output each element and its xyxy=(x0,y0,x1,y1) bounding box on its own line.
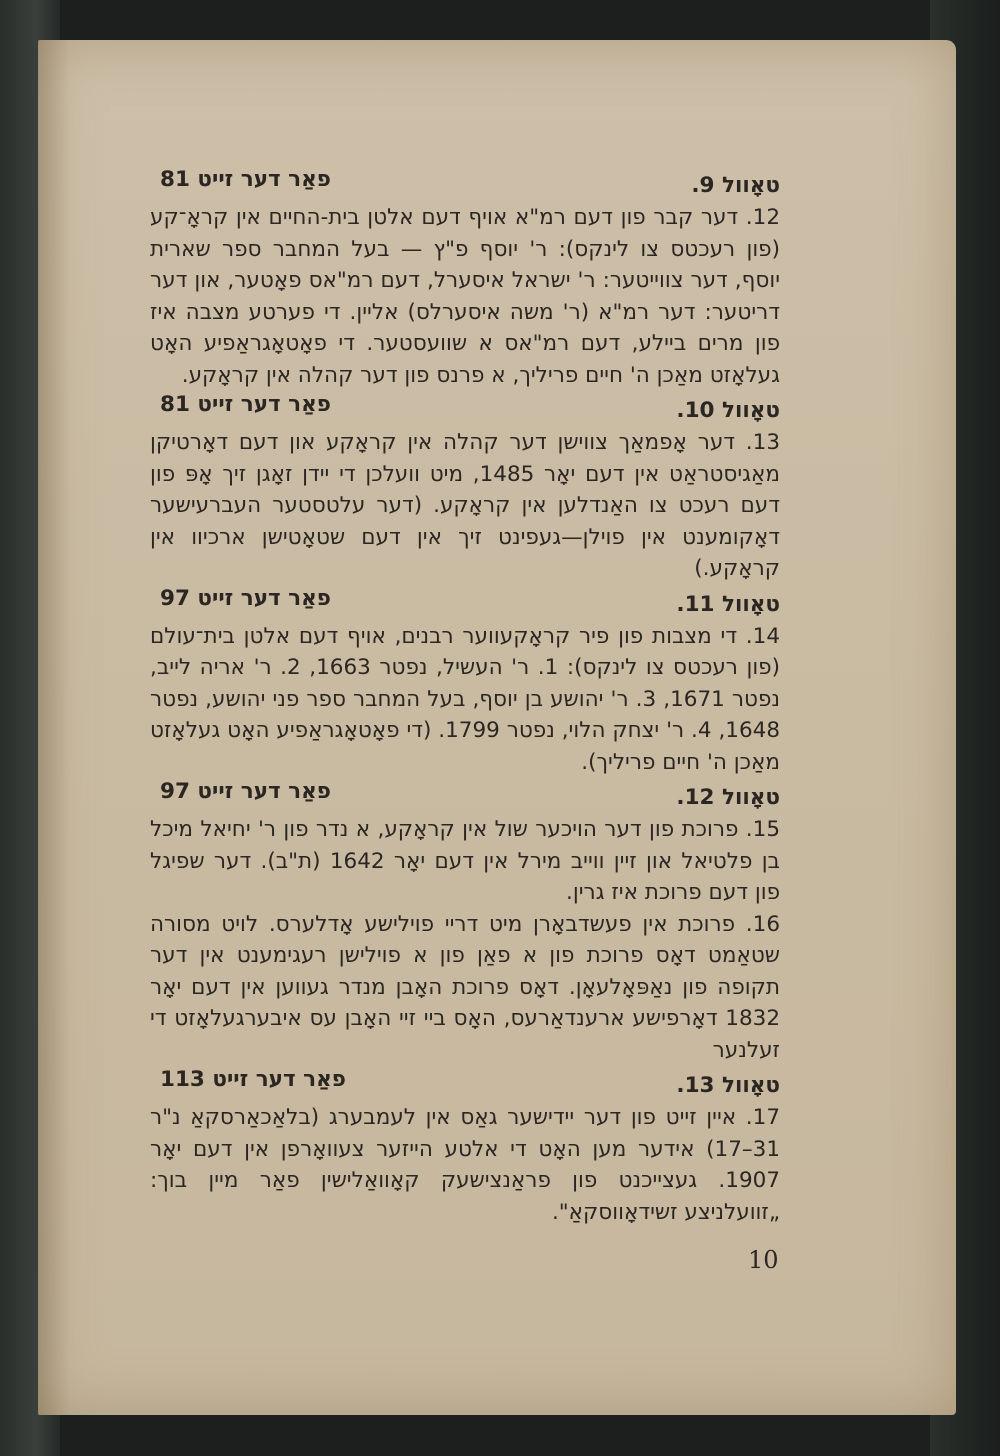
table-entry xyxy=(150,167,780,391)
caption-item: 15. פרוכת פון דער הויכער שול אין קראָקע, א נדר פון ר' יחיאל מיכל בן פלטיאל און זיין ווייב מירל אין דעם יאָר 1642 (ת"ב). דער שפיגל פון דעם פרוכת איז גרין. xyxy=(150,817,780,905)
table-heading-row xyxy=(150,585,780,621)
caption-item: 17. איין זייט פון דער יידישער גאַס אין לעמבערג (בלאַכאַרסקאַ נ"ר 31–17) אידער מען האָט די אלטע הייזער צעוואָרפן אין דעם יאָר 1907. געצייכנט פון פראַנצישעק קאָוואַלישין פאַר מיין בוך: „זוועלניצע זשידאָווסקאַ". xyxy=(150,1105,780,1225)
table-heading-row xyxy=(150,779,780,814)
table-entry xyxy=(150,585,781,779)
caption-item: 12. דער קבר פון דעם רמ"א אויף דעם אלטן בית-החיים אין קראָ־קע (פון רעכטס צו לינקס): ר' יוסף פ"ץ — בעל המחבר ספר שארית יוסף, דער צווייטער: ר' ישראל איסערל, דעם רמ"אס פאָטער, און דער דריטער: דער רמ"א (ר' משה איסערלס) אליין. די פערטע מצבה איז פון מרים ביילע, דעם רמ"אס א שוועסטער. די פאָטאָגראַפיע האָט געלאָזט מאַכן ה' חיים פריליך, א פרנס פון דער קהלה אין קראָקע. xyxy=(150,205,780,388)
page-reference: פאַר דער זייט 97 xyxy=(160,779,331,804)
page-reference: פאַר דער זייט 113 xyxy=(160,1067,346,1092)
table-label: טאָוול 9. xyxy=(691,173,780,198)
table-label: טאָוול 11. xyxy=(676,591,780,617)
table-heading-row xyxy=(150,1067,780,1102)
table-heading-row xyxy=(150,167,780,202)
table-label: טאָוול 10. xyxy=(676,398,780,423)
page-content xyxy=(150,167,781,1232)
page-gutter-shadow xyxy=(38,40,70,1415)
page-number: 10 xyxy=(748,1246,779,1274)
table-label: טאָוול 12. xyxy=(676,785,780,810)
caption-item: 16. פרוכת אין פעשדבאָרן מיט דריי פוילישע אָדלערס. לויט מסורה שטאַמט דאָס פרוכת פון א פאַן פון א פוילישן רעגימענט אין דער תקופה פון נאַפּאָלעאָן. דאָס פרוכת האָבן מנדר געווען אין דעם יאָר 1832 דאָרפישע ארענדאַרעס, האָס ביי זיי האָבן עס איבערגעלאָזט די זעלנער xyxy=(150,911,780,1063)
table-entry xyxy=(150,392,781,585)
caption-item: 13. דער אָפמאַך צווישן דער קהלה אין קראָקע און דעם דאָרטיקן מאַגיסטראַט אין דעם יאָר 1485, מיט וועלכן די יידן זאָגן זיך אָפּ פון דעם רעכט צו האַנדלען אין קראָקע. (דער עלטסטער העברעישער דאָקומענט אין פוילן—געפינט זיך אין דעם שטאָטישן ארכיוו אין קראָקע.) xyxy=(150,430,781,581)
page-reference: פאַר דער זייט 81 xyxy=(160,167,331,192)
caption-item: 14. די מצבות פון פיר קראָקעווער רבנים, אויף דעם אלטן בית־עולם (פון רעכטס צו לינקס): 1. ר' העשיל, נפטר 1663, 2. ר' אריה לייב, נפטר 1671, 3. ר' יהושע בן יוסף, בעל המחבר ספר פני יהושע, נפטר 1648, 4. ר' יצחק הלוי, נפטר 1799. (די פאָטאָגראַפיע האָט געלאָזט מאַכן ה' חיים פריליך). xyxy=(150,623,781,775)
page-reference: פאַר דער זייט 97 xyxy=(160,585,331,611)
table-label: טאָוול 13. xyxy=(676,1073,780,1098)
table-heading-row xyxy=(150,392,780,427)
table-entry xyxy=(150,1067,780,1228)
table-entry xyxy=(150,779,780,1066)
page-reference: פאַר דער זייט 81 xyxy=(160,392,331,417)
